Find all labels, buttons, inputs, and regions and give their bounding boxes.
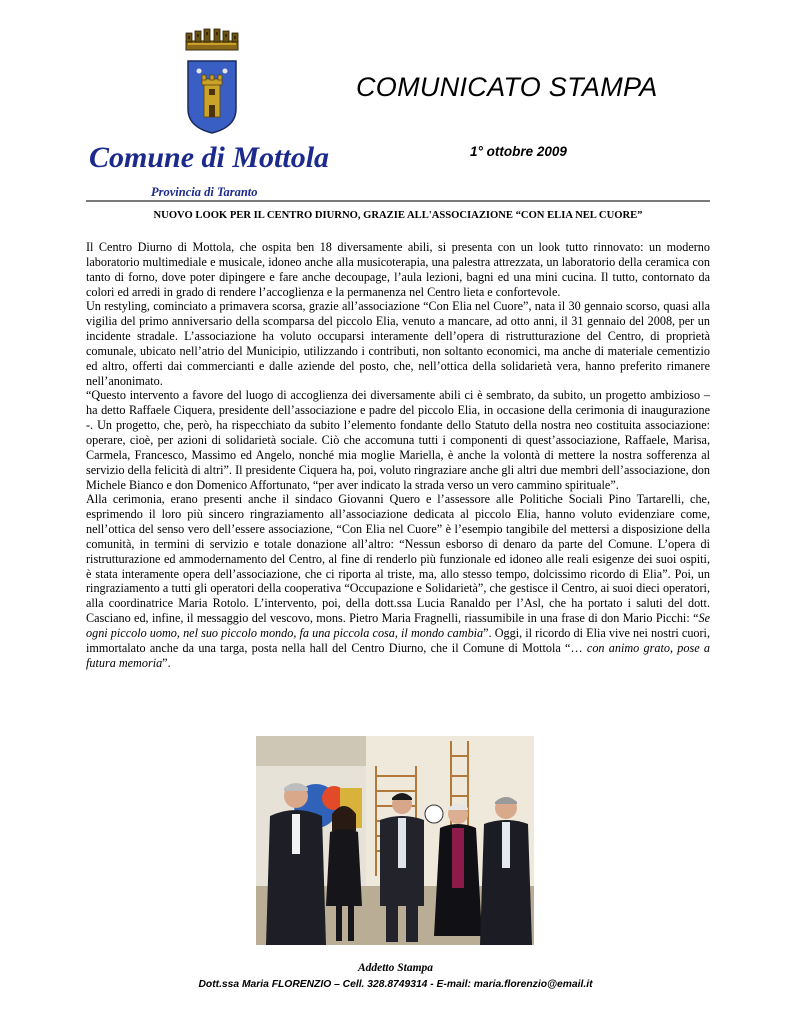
- paragraph: [86, 492, 710, 670]
- plaque-text: con animo grato, pose a futura memoria: [86, 640, 710, 670]
- paragraph: Il Centro Diurno di Mottola, che ospita ben 18 diversamente abili, si presenta con un look tutto rinnovato: un moderno laboratorio multimediale e musicale, idoneo anche alla musicoterapia, una palestra attrezzata, un laboratorio della ceramica con tanto di forno, dove poter dipingere e fare anche decoupage, l’aula lezioni, bagni ed una mini cucina. Il tutto, contornato da colori ed arredi in grado di rendere l’accoglienza e la permanenza nel Centro lieta e confortevole.: [86, 240, 710, 299]
- paragraph: “Questo intervento a favore del luogo di accoglienza dei diversamente abili ci è sembrato, da subito, un progetto ambizioso – ha detto Raffaele Ciquera, presidente dell’associazione e padre del piccolo Elia, in occasione della cerimonia di inaugurazione -. Un progetto, che, però, ha rispecchiato da subito l’elemento fondante dello Statuto della nostra neo costituita associazione: operare, cioè, per azioni di solidarietà sociale. Ciò che accomuna tutti i componenti di quest’associazione, Raffaele, Marisa, Carmela, Francesco, Massimo ed Angelo, nonché mia moglie Mariella, è anche la volontà di mettere la nostra sofferenza al servizio della felicità di altri”. Il presidente Ciquera ha, poi, voluto ringraziare anche gli altri due membri dell’associazione, don Michele Bianco e don Domenico Affortunato, “per aver indicato la strada verso un vero cammino spirituale”.: [86, 388, 710, 492]
- province-name: Provincia di Taranto: [151, 185, 258, 199]
- organization-name: Comune di Mottola: [89, 141, 330, 174]
- document-title: COMUNICATO STAMPA: [356, 72, 658, 102]
- ceremony-photo: [256, 736, 534, 945]
- quote-text: Se ogni piccolo uomo, nel suo piccolo mondo, fa una piccola cosa, il mondo cambia: [86, 611, 710, 640]
- press-contact: Dott.ssa Maria FLORENZIO – Cell. 328.8749314 - E-mail: maria.florenzio@email.it: [198, 979, 593, 990]
- coat-of-arms-icon: [183, 27, 241, 135]
- press-office-label: Addetto Stampa: [357, 962, 434, 974]
- paragraph: Un restyling, cominciato a primavera scorsa, grazie all’associazione “Con Elia nel Cuore”, nata il 30 gennaio scorso, quasi alla vigilia del primo anniversario della scomparsa del piccolo Elia, venuto a mancare, ad otto anni, il 31 gennaio del 2008, per un incidente stradale. L’associazione ha voluto occuparsi interamente dell’opera di ristrutturazione del Centro, di proprietà comunale, ubicato nell’atrio del Municipio, utilizzando i contributi, non soltanto economici, ma anche di materiale cementizio ed altro, offerti dai commercianti e dalle aziende del posto, che, nell’ottica della solidarietà vera, hanno preferito rimanere nell’anonimato.: [86, 299, 710, 388]
- article-body: [86, 240, 710, 670]
- paragraph-text: Alla cerimonia, erano presenti anche il sindaco Giovanni Quero e l’assessore alle Politiche Sociali Pino Tartarelli, che, esprimendo il loro più sincero ringraziamento all’associazione dedicata al piccolo Elia, hanno voluto evidenziare come, nell’ottica del senso vero dell’essere associazione, “Con Elia nel Cuore” è l’esempio tangibile del mettersi a disposizione della comunità, in termini di servizio e totale donazione all’altro: “Nessun esborso di denaro da parte del Comune. L’opera di ristrutturazione ed ammodernamento del Centro, al fine di renderlo più funzionale ed idoneo alle reali esigenze dei suoi ospiti, è stata interamente opera dell’associazione, che ci riporta al triste, ma, allo stesso tempo, dolcissimo ricordo di Elia”. Poi, un ringraziamento a tutti gli operatori della cooperativa “Occupazione e Solidarietà”, che gestisce il Centro, ai suoi dieci operatori, alla coordinatrice Maria Rotolo. L’intervento, poi, della dott.ssa Lucia Ranaldo per l’Asl, che ha portato i saluti del dott. Casciano ed, infine, il messaggio del vescovo, mons. Pietro Maria Fragnelli, riassumibile in una frase di don Mario Picchi: “: [86, 492, 710, 626]
- paragraph-text: ”.: [162, 655, 171, 670]
- paragraph-text: ”. Oggi, il ricordo di Elia vive nei nostri cuori, immortalato anche da una targa, posta nella hall del Centro Diurno, che il Comune di Mottola “…: [86, 625, 710, 655]
- article-headline: NUOVO LOOK PER IL CENTRO DIURNO, GRAZIE ALL'ASSOCIAZIONE “CON ELIA NEL CUORE”: [153, 210, 643, 221]
- document-date: 1° ottobre 2009: [470, 144, 567, 159]
- header-divider: [86, 200, 710, 202]
